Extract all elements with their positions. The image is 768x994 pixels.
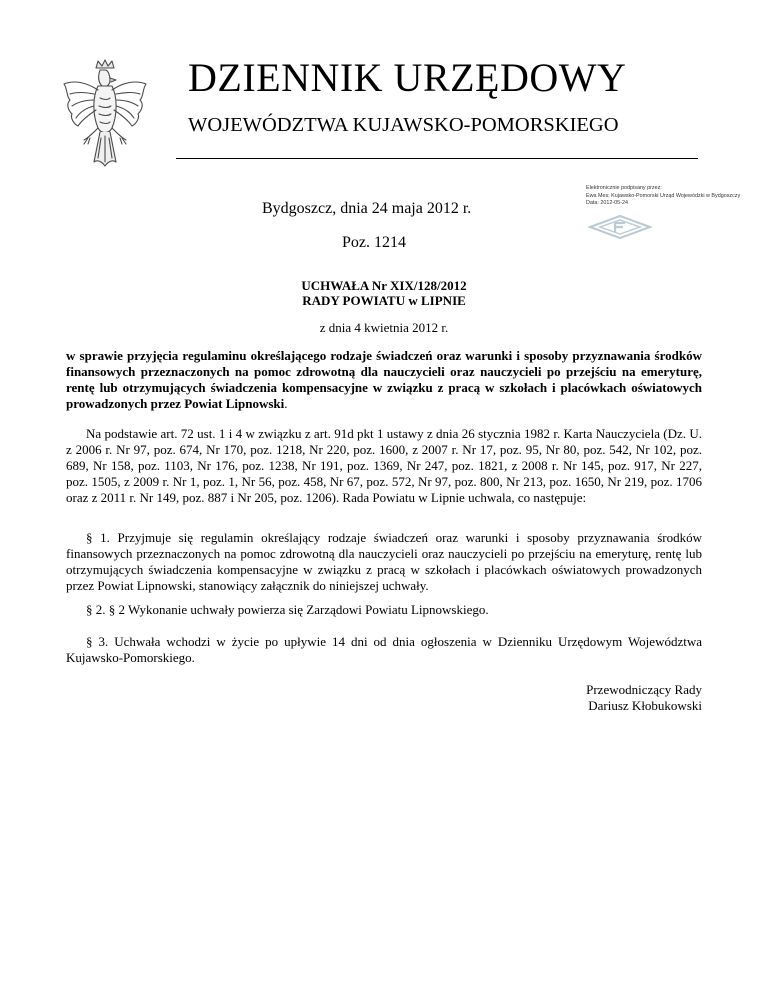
position-number: Poz. 1214	[342, 234, 406, 251]
journal-subtitle: WOJEWÓDZTWA KUJAWSKO-POMORSKIEGO	[188, 114, 619, 136]
signature-line-1: Elektronicznie podpisany przez:	[586, 185, 662, 191]
signature-block	[502, 682, 702, 714]
paragraph-3: § 3. Uchwała wchodzi w życie po upływie 14 dni od dnia ogłoszenia w Dzienniku Urzędowym Województwa Kujawsko-Pomorskiego.	[66, 634, 702, 665]
white-eagle-emblem-icon	[60, 58, 150, 170]
place-and-date: Bydgoszcz, dnia 24 maja 2012 r.	[262, 200, 472, 217]
signature-line-3: Data: 2012-05-24	[586, 200, 628, 207]
paragraph-1: § 1. Przyjmuje się regulamin określający rodzaje świadczeń oraz warunki i sposoby przyznawania środków finansowych przeznaczonych na pomoc zdrowotną dla nauczycieli oraz nauczycieli po przejściu na emeryturę, rentę lub otrzymujących świadczenia kompensacyjne w związku z pracą w szkołach i placówkach oświatowych prowadzonych przez Powiat Lipnowski, stanowiący załącznik do niniejszej uchwały.	[66, 530, 702, 593]
resolution-subject-end: .	[284, 396, 288, 411]
signature-line-2: Ewa Mes; Kujawsko-Pomorski Urząd Wojewódzki w Bydgoszczy	[586, 192, 741, 199]
header-rule	[176, 158, 698, 159]
legal-basis-paragraph: Na podstawie art. 72 ust. 1 i 4 w związku z art. 91d pkt 1 ustawy z dnia 26 stycznia 1982 r. Karta Nauczyciela (Dz. U. z 2006 r. Nr 97, poz. 674, Nr 170, poz. 1218, Nr 220, poz. 1600, z 2007 r. Nr 17, poz. 95, Nr 80, poz. 542, Nr 102, poz. 689, Nr 158, poz. 1103, Nr 176, poz. 1238, Nr 191, poz. 1369, Nr 247, poz. 1821, z 2008 r. Nr 145, poz. 917, Nr 227, poz. 1505, z 2009 r. Nr 1, poz. 1, Nr 56, poz. 458, Nr 67, poz. 572, Nr 97, poz. 800, Nr 213, poz. 1650, Nr 219, poz. 1706 oraz z 2011 r. Nr 149, poz. 887 i Nr 205, poz. 1206). Rada Powiatu w Lipnie uchwala, co następuje:	[66, 426, 702, 505]
resolution-subject	[66, 348, 702, 412]
resolution-subject-text: w sprawie przyjęcia regulaminu określającego rodzaje świadczeń oraz warunki i sposoby przyznawania środków finansowych przeznaczonych na pomoc zdrowotną dla nauczycieli oraz nauczycieli po przejściu na emeryturę, rentę lub otrzymujących świadczenia kompensacyjne w związku z pracą w szkołach i placówkach oświatowych prowadzonych przez Powiat Lipnowski	[66, 348, 702, 411]
signature-logo-icon	[588, 214, 652, 240]
resolution-number: UCHWAŁA Nr XIX/128/2012	[301, 278, 467, 293]
resolution-issuer: RADY POWIATU w LIPNIE	[302, 293, 466, 308]
journal-title: DZIENNIK URZĘDOWY	[188, 55, 627, 100]
signer-name: Dariusz Kłobukowski	[588, 698, 702, 713]
resolution-title	[180, 278, 588, 308]
electronic-signature-stamp	[586, 185, 762, 208]
signer-role: Przewodniczący Rady	[586, 682, 702, 697]
resolution-date: z dnia 4 kwietnia 2012 r.	[319, 320, 449, 335]
paragraph-2: § 2. § 2 Wykonanie uchwały powierza się Zarządowi Powiatu Lipnowskiego.	[86, 602, 489, 617]
